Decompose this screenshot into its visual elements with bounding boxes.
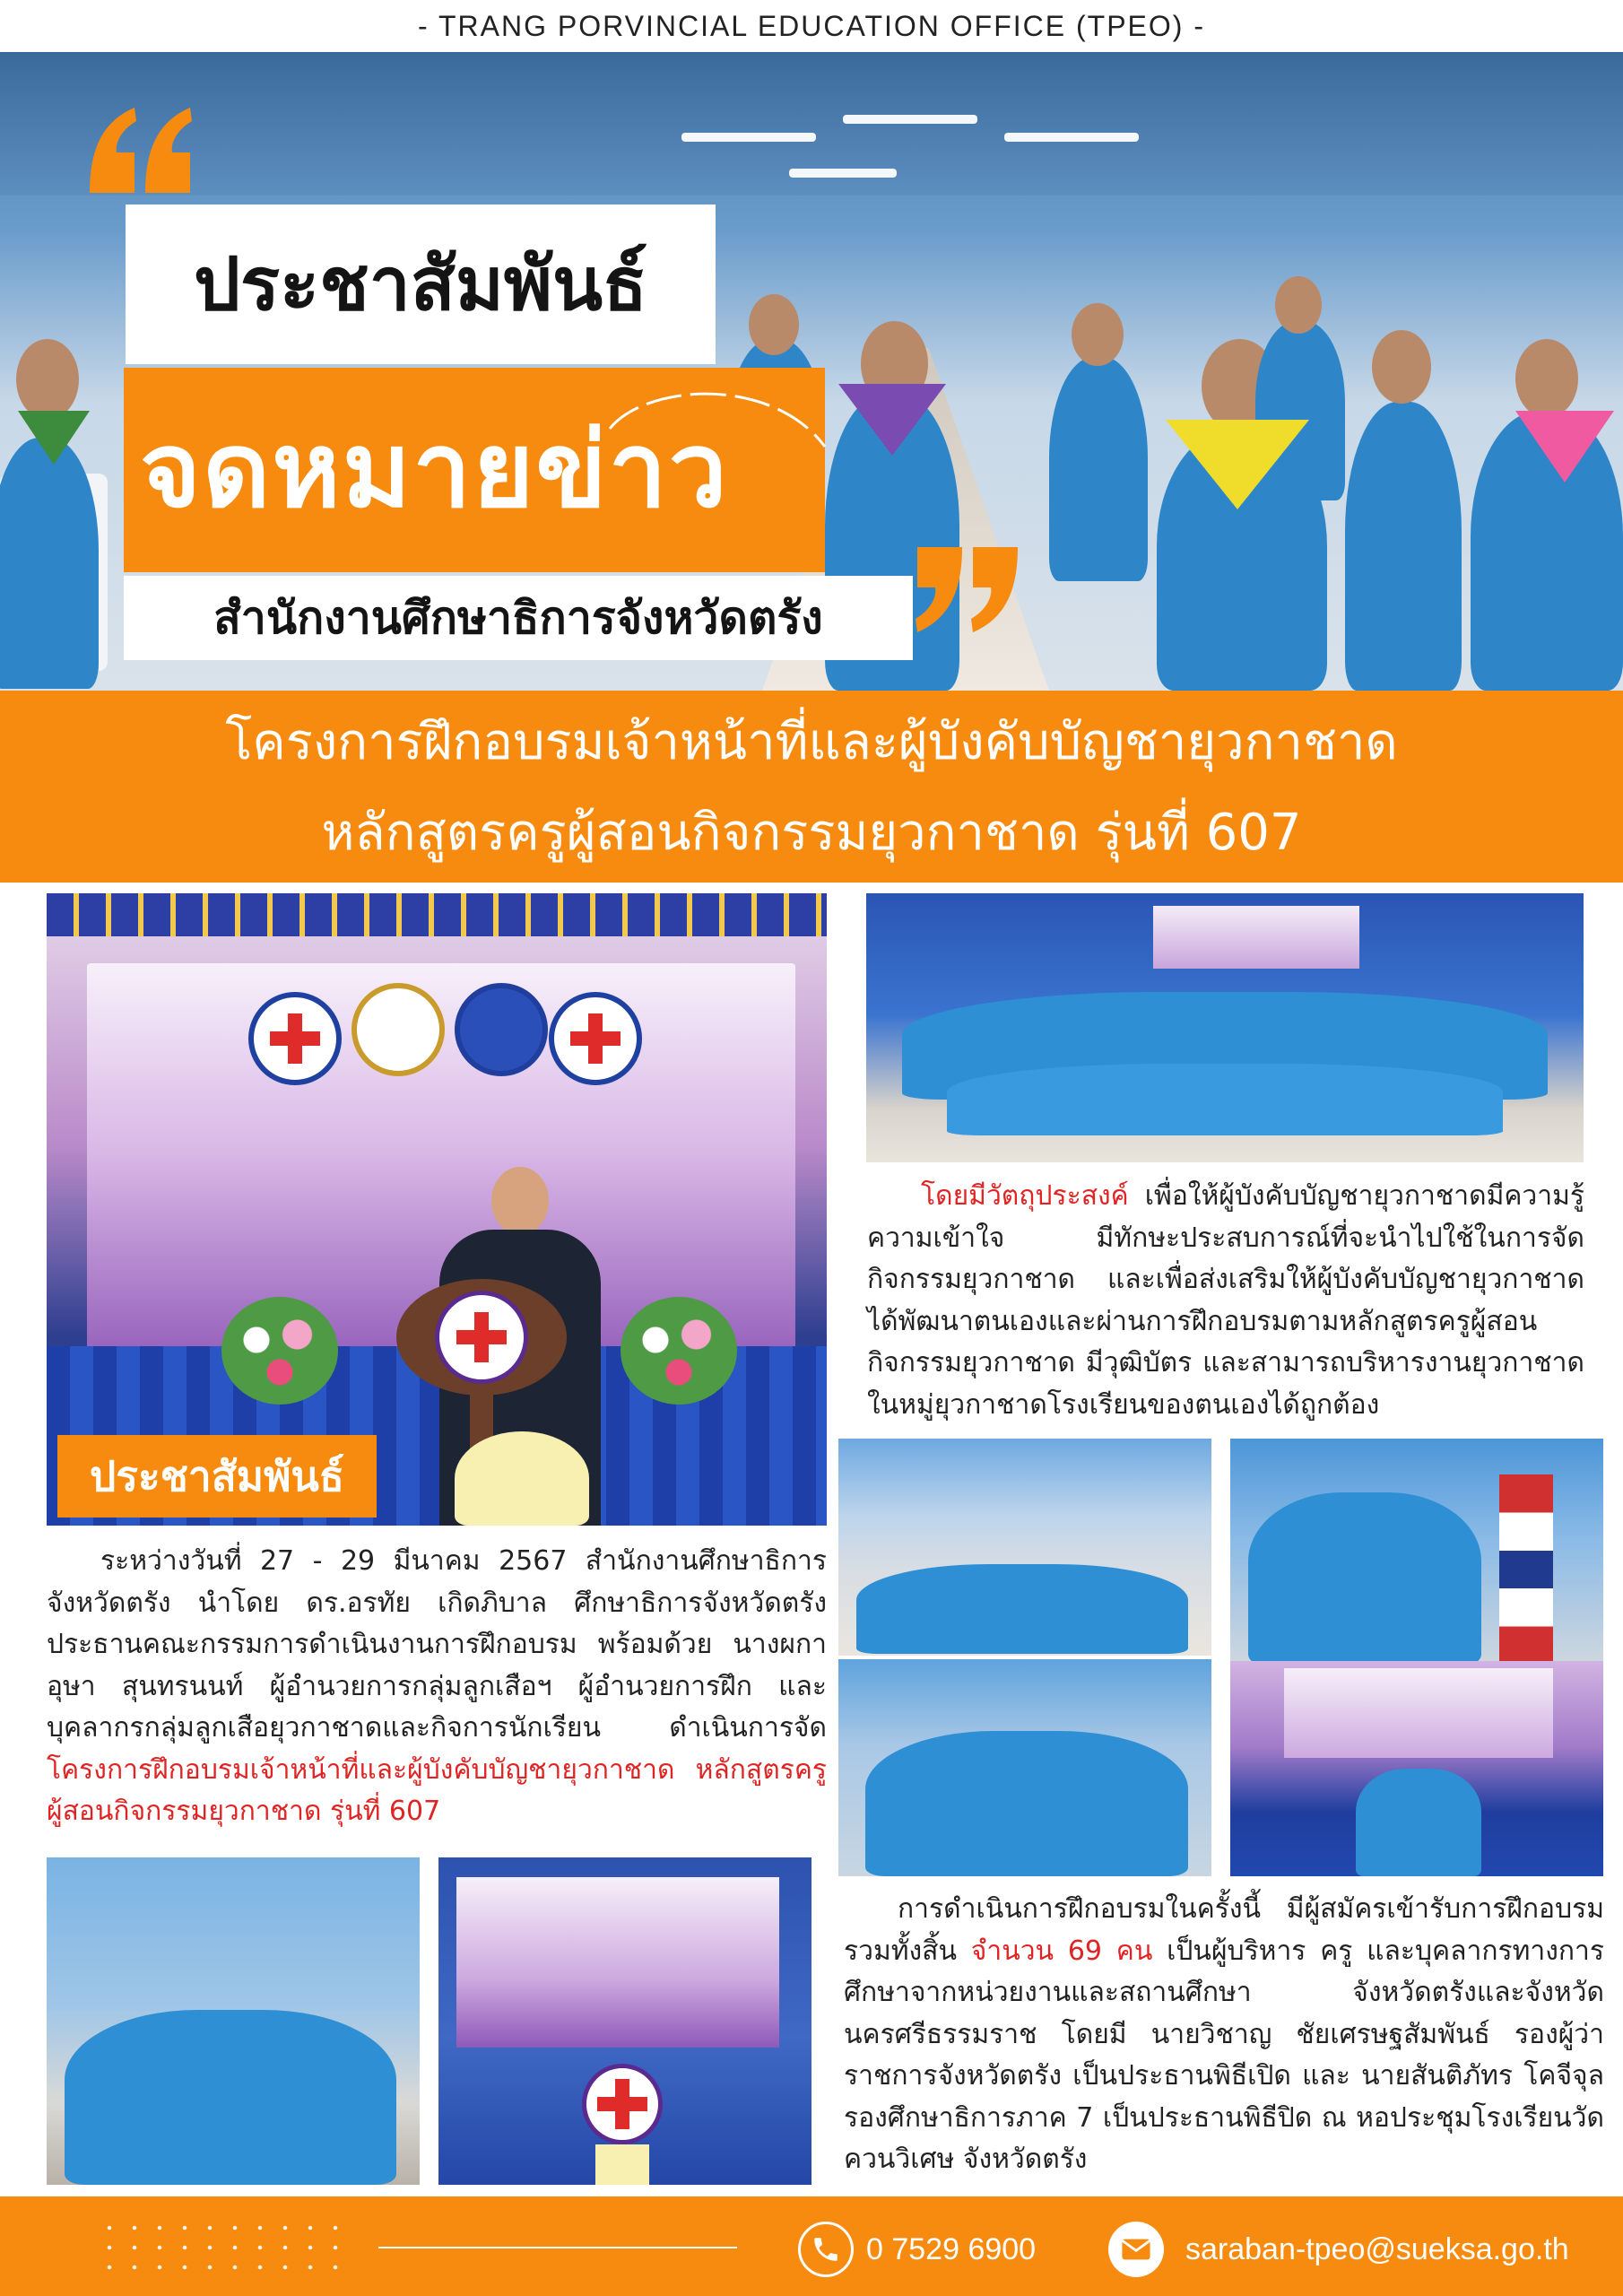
standing-officials	[65, 2010, 396, 2185]
podium-emblem	[582, 2064, 663, 2144]
email-address[interactable]: saraban-tpeo@sueksa.go.th	[1185, 2231, 1569, 2266]
red-cross-emblem	[248, 992, 342, 1085]
participants-after: เป็นผู้บริหาร ครู และบุคลากรทางการศึกษาจากหน่วยงานและสถานศึกษา จังหวัดตรังและจังหวัดนครศรีธรรมราช โดยมี นายวิชาญ ชัยเศรษฐสัมพันธ์ รองผู้ว่าราชการจังหวัดตรัง เป็นประธานพิธีเปิด และ นายสันติภัทร โคจีจุล รองศึกษาธิการภาค 7 เป็นประธานพิธีปิด ณ หอประชุมโรงเรียนวัดควนวิเศษ จังหวัดตรัง	[844, 1935, 1604, 2175]
certificate-award-photo	[1230, 1661, 1603, 1876]
stage-banner	[456, 1877, 779, 2048]
ceiling-light	[789, 169, 897, 178]
project-banner	[0, 691, 1623, 883]
office-emblem	[455, 983, 548, 1076]
title-line-2: จดหมายข่าว	[140, 410, 729, 531]
email-icon	[1108, 2222, 1164, 2277]
stage-banner	[1284, 1668, 1553, 1758]
title-line-1: ประชาสัมพันธ์	[193, 242, 648, 327]
handshake-photo	[838, 1659, 1211, 1876]
red-cross-emblem	[549, 992, 642, 1085]
purple-scarf	[838, 384, 946, 456]
title-prachasamphan	[126, 204, 716, 364]
podium-top	[396, 1279, 567, 1396]
footer-divider	[378, 2247, 737, 2248]
flower-arrangement	[621, 1297, 737, 1405]
training-hall-photo	[838, 1439, 1211, 1656]
title-office-name	[124, 576, 913, 660]
participant-head	[749, 294, 799, 355]
ceiling-light	[1004, 133, 1139, 142]
participant-head	[1372, 330, 1431, 404]
ceiling-light	[681, 133, 816, 142]
participant-head	[1072, 303, 1124, 366]
pink-scarf	[1515, 411, 1614, 483]
green-scarf	[18, 411, 90, 465]
participants-paragraph	[844, 1889, 1604, 2181]
podium-ribbon	[455, 1431, 589, 1526]
participants-front-row	[947, 1064, 1503, 1135]
close-quote-icon	[910, 538, 1027, 646]
participant	[1345, 402, 1462, 691]
objective-body: เพื่อให้ผู้บังคับบัญชายุวกาชาดมีความรู้ความเข้าใจ มีทักษะประสบการณ์ที่จะนำไปใช้ในการจัดกิจกรรมยุวกาชาด และเพื่อส่งเสริมให้ผู้บังคับบัญชายุวกาชาด ได้พัฒนาตนเองและผ่านการฝึกอบรมตามหลักสูตรครูผู้สอนกิจกรรมยุวกาชาด มีวุฒิบัตร และสามารถบริหารงานยุวกาชาดในหมู่ยุวกาชาดโรงเรียนของตนเองได้ถูกต้อง	[867, 1180, 1584, 1421]
photo-tag	[57, 1435, 377, 1518]
event-paragraph	[47, 1541, 827, 1833]
closing-ceremony-photo	[438, 1857, 812, 2185]
photo-tag-label: ประชาสัมพันธ์	[90, 1451, 344, 1500]
stage-valance	[47, 893, 827, 936]
open-quote-icon	[81, 94, 197, 202]
objective-lead: โดยมีวัตถุประสงค์	[921, 1180, 1129, 1212]
project-title-line-2: หลักสูตรครูผู้สอนกิจกรรมยุวกาชาด รุ่นที่ 607	[321, 804, 1302, 862]
thai-flag	[1499, 1474, 1553, 1665]
participants-count: จำนวน 69 คน	[970, 1935, 1153, 1967]
award-recipients	[1356, 1769, 1481, 1876]
footer	[0, 2196, 1623, 2296]
participant	[1049, 357, 1148, 581]
decorative-arc	[592, 375, 843, 483]
organization-header: - TRANG PORVINCIAL EDUCATION OFFICE (TPEO) -	[418, 9, 1205, 42]
participants-greeting	[865, 1731, 1188, 1876]
participants-before: การดำเนินการฝึกอบรมในครั้งนี้ มีผู้สมัครเข้ารับการฝึกอบรมรวมทั้งสิ้น	[844, 1893, 1604, 1967]
seated-participants	[856, 1564, 1188, 1654]
phone-icon	[798, 2222, 854, 2277]
project-title-line-1: โครงการฝึกอบรมเจ้าหน้าที่และผู้บังคับบัญชายุวกาชาด	[225, 713, 1398, 771]
ceiling-light	[843, 115, 977, 124]
podium-ribbon	[595, 2144, 649, 2185]
group-certificate-photo	[866, 893, 1584, 1162]
speaker-head	[491, 1167, 549, 1235]
title-line-3: สำนักงานศึกษาธิการจังหวัดตรัง	[213, 591, 823, 644]
red-cross-icon	[456, 1312, 507, 1362]
salute-photo	[1230, 1439, 1603, 1665]
objective-paragraph	[867, 1176, 1584, 1426]
phone-number[interactable]: 0 7529 6900	[866, 2231, 1037, 2266]
yellow-scarf	[1166, 420, 1309, 509]
flower-arrangement	[221, 1297, 338, 1405]
participant	[0, 438, 99, 689]
participant-head	[1515, 339, 1578, 418]
participant-head	[16, 339, 79, 420]
dot-pattern	[97, 2218, 348, 2281]
ministry-emblem	[352, 983, 445, 1076]
closing-line-photo	[47, 1857, 420, 2185]
saluting-participants	[1248, 1492, 1481, 1665]
red-cross-icon	[597, 2079, 647, 2129]
event-body: ระหว่างวันที่ 27 - 29 มีนาคม 2567 สำนักงานศึกษาธิการจังหวัดตรัง นำโดย ดร.อรทัย เกิดภิบาล ศึกษาธิการจังหวัดตรัง ประธานคณะกรรมการดำเนินงานการฝึกอบรม พร้อมด้วย นางผกาอุษา สุนทรนนท์ ผู้อำนวยการกลุ่มลูกเสือฯ ผู้อำนวยการฝึก และบุคลากรกลุ่มลูกเสือยุวกาชาดและกิจการนักเรียน ดำเนินการจัด	[47, 1545, 827, 1744]
participant-head	[1275, 276, 1322, 334]
event-highlight: โครงการฝึกอบรมเจ้าหน้าที่และผู้บังคับบัญชายุวกาชาด หลักสูตรครูผู้สอนกิจกรรมยุวกาชาด รุ่นที่ 607	[47, 1753, 827, 1827]
opening-ceremony-photo	[47, 893, 827, 1526]
stage-banner	[1153, 906, 1359, 969]
